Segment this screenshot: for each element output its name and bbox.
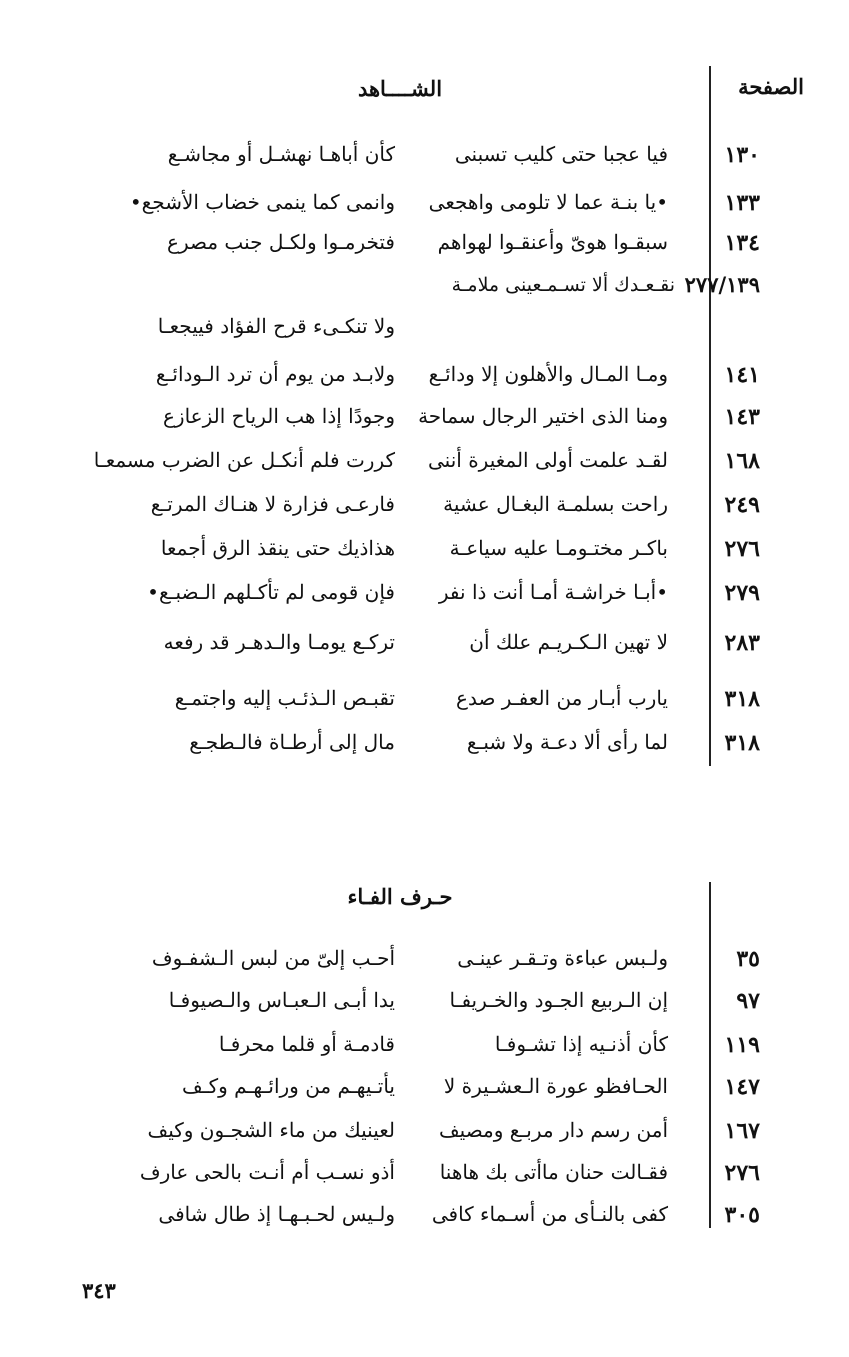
verse-first-half: لقـد علمت أولى المغيرة أننى: [428, 448, 668, 472]
page-ref: ١٤٧: [724, 1074, 760, 1100]
page-ref: ٢٧٦: [724, 1160, 760, 1186]
page-ref: ٢٧٧/١٣٩: [684, 272, 760, 297]
verse-first-half: نقـعـدك ألا تسـمـعينى ملامـة: [451, 274, 675, 296]
page-ref: ١٦٨: [724, 448, 760, 474]
table-row: [0, 398, 849, 438]
verse-first-half: باكـر مختـومـا عليه سياعـة: [449, 536, 668, 560]
verse-second-half: تركـع يومـا والـدهـر قد رفعه: [163, 630, 395, 654]
verse-first-half: راحت بسلمـة البغـال عشية: [443, 492, 668, 516]
verse-first-half: ولـبس عباءة وتـقـر عينـى: [457, 946, 668, 970]
page-ref: ٢٧٦: [724, 536, 760, 562]
verse-second-half: ولـيس لحـبـهـا إذ طال شافى: [158, 1202, 395, 1226]
page-ref: ١٣٣: [724, 190, 760, 216]
table-row: [0, 184, 849, 224]
table-row: [0, 574, 849, 614]
verse-first-half: الحـافظو عورة الـعشـيرة لا: [443, 1074, 668, 1098]
verse-second-half: أحـب إلىّ من لبس الـشفـوف: [151, 946, 395, 970]
page-ref: ١٣٠: [724, 142, 760, 168]
table-row: [0, 1068, 849, 1108]
verse-first-half: سبقـوا هوىّ وأعنقـوا لهواهم: [437, 230, 668, 254]
table-row-continuation: [0, 308, 849, 348]
verse-second-half: فتخرمـوا ولكـل جنب مصرع: [167, 230, 395, 254]
verse-second-half: وجودًا إذا هب الرياح الزعازع: [162, 404, 395, 428]
page-ref: ١١٩: [724, 1032, 760, 1058]
verse-first-half: ومنا الذى اختير الرجال سماحة: [418, 404, 668, 428]
verse-second-half: لعينيك من ماء الشجـون وكيف: [147, 1118, 395, 1142]
table-row: [0, 356, 849, 396]
table-row: [0, 1196, 849, 1236]
verse-first-half: فقـالت حنان ماأتى بك هاهنا: [439, 1160, 668, 1184]
verse-second-half: ولابـد من يوم أن ترد الـودائـع: [155, 362, 395, 386]
page-ref: ٢٤٩: [724, 492, 760, 518]
verse-first-half: ومـا المـال والأهلون إلا ودائـع: [428, 362, 668, 386]
table-row: [0, 136, 849, 176]
page-number: ٣٤٣: [82, 1278, 116, 1303]
verse-second-half: كأن أباهـا نهشـل أو مجاشـع: [167, 142, 395, 166]
table-row: [0, 442, 849, 482]
table-row: [0, 1026, 849, 1066]
table-row: [0, 940, 849, 980]
verse-second-half: فإن قومى لم تأكـلهم الـضبـع•: [147, 580, 395, 604]
verse-second-half: كررت فلم أنكـل عن الضرب مسمعـا: [93, 448, 395, 472]
page-ref: ٢٧٩: [724, 580, 760, 606]
witness-column-header: الشــــاهد: [357, 76, 443, 101]
verse-second-half: مال إلى أرطـاة فالـطجـع: [189, 730, 395, 754]
table-row: [0, 680, 849, 720]
table-row: [0, 1112, 849, 1152]
table-row: [0, 724, 849, 764]
verse-first-half: لا تهين الـكـريـم علك أن: [469, 630, 668, 654]
table-row: [0, 1154, 849, 1194]
verse-first-half: إن الـربيع الجـود والخـريفـا: [449, 988, 668, 1012]
verse-first-half: لما رأى ألا دعـة ولا شبـع: [466, 730, 668, 754]
table-row: [0, 982, 849, 1022]
verse-second-half: فارعـى فزارة لا هنـاك المرتـع: [150, 492, 395, 516]
table-row: [0, 530, 849, 570]
verse-second-half: وانمى كما ينمى خضاب الأشجع•: [129, 190, 395, 214]
page-ref: ٩٧: [736, 988, 760, 1014]
page-ref: ١٤١: [724, 362, 760, 388]
verse-second-half: تقبـص الـذئـب إليه واجتمـع: [174, 686, 395, 710]
page-ref: ١٣٤: [724, 230, 760, 256]
page-ref: ٣٥: [736, 946, 760, 972]
verse-second-half: ولا تنكـىء قرح الفؤاد فييجعـا: [157, 314, 395, 338]
verse-first-half: يارب أبـار من العفـر صدع: [456, 686, 668, 710]
verse-first-half: كأن أذنـيه إذا تشـوفـا: [494, 1032, 668, 1056]
page-ref: ٣١٨: [724, 730, 760, 756]
page-ref: ١٤٣: [724, 404, 760, 430]
verse-second-half: هذاذيك حتى ينقذ الرق أجمعا: [160, 536, 395, 560]
table-row: [0, 486, 849, 526]
section-title: حـرف الفـاء: [347, 884, 453, 909]
verse-second-half: أذو نسـب أم أنـت بالحى عارف: [139, 1160, 395, 1184]
table-row: [0, 624, 849, 664]
page-ref: ٣٠٥: [724, 1202, 760, 1228]
page-column-header: الصفحة: [738, 74, 804, 99]
verse-first-half: أمن رسم دار مربـع ومصيف: [438, 1118, 668, 1142]
verse-first-half: •أبـا خراشـة أمـا أنت ذا نفر: [438, 580, 668, 604]
table-row: [0, 224, 849, 264]
verse-second-half: يدا أبـى الـعبـاس والـصيوفـا: [168, 988, 395, 1012]
page-ref: ٢٨٣: [724, 630, 760, 656]
verse-first-half: فيا عجبا حتى كليب تسبنى: [454, 142, 668, 166]
verse-first-half: كفى بالنـأى من أسـماء كافى: [431, 1202, 668, 1226]
page-ref: ١٦٧: [724, 1118, 760, 1144]
verse-first-half: •يا بنـة عما لا تلومى واهجعى: [428, 190, 668, 214]
page-ref: ٣١٨: [724, 686, 760, 712]
verse-second-half: يأتـيهـم من ورائـهـم وكـف: [182, 1074, 395, 1098]
table-row: [0, 266, 849, 306]
verse-second-half: قادمـة أو قلما محرفـا: [218, 1032, 395, 1056]
